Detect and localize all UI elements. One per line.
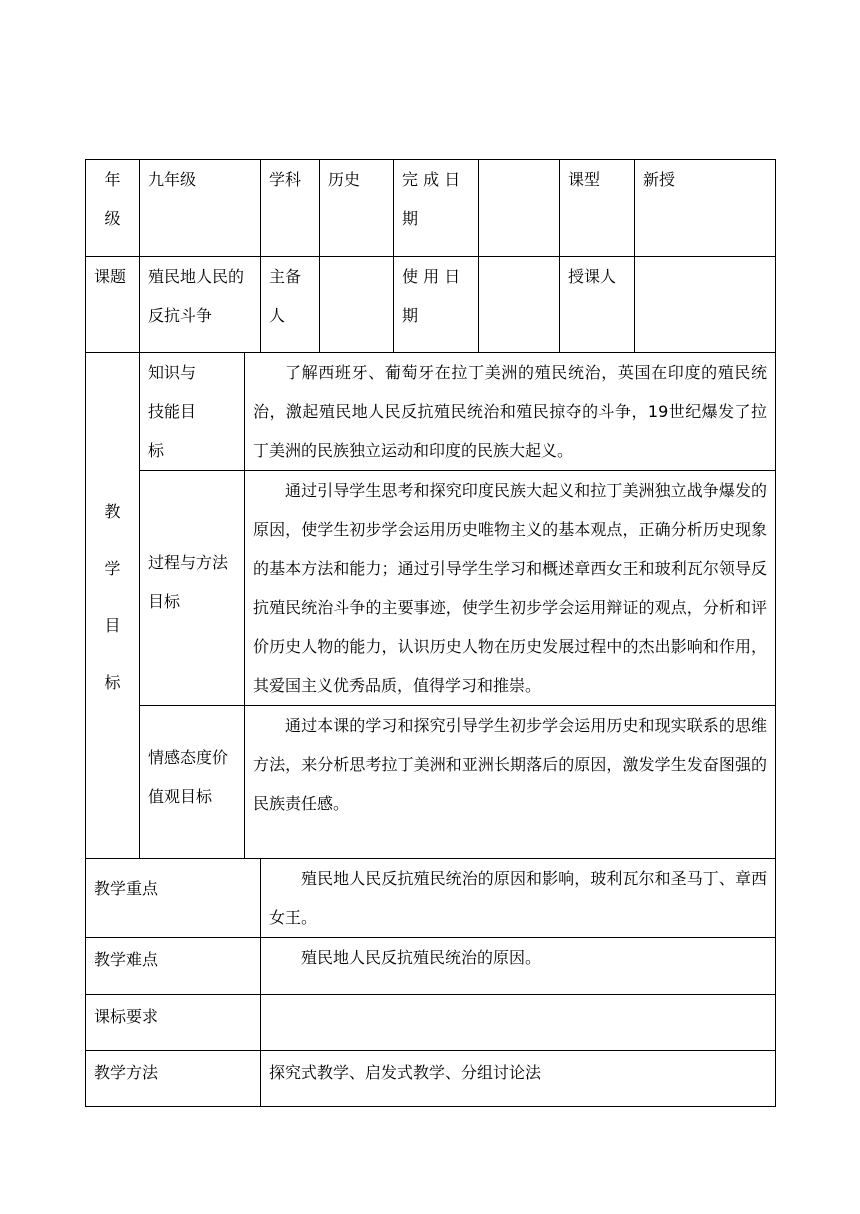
- difficulties-label: 教学难点: [86, 938, 261, 995]
- lesson-type-label: 课型: [560, 160, 635, 257]
- key-points-row: [86, 859, 776, 938]
- finish-date-value: [479, 160, 560, 257]
- topic-row: [86, 257, 776, 353]
- key-points-label: 教学重点: [86, 859, 261, 938]
- difficulties-text: 殖民地人民反抗殖民统治的原因。: [261, 938, 776, 995]
- objective-row-knowledge: [86, 353, 776, 471]
- subject-label: 学科: [261, 160, 320, 257]
- preparer-value: [320, 257, 394, 353]
- topic-value: 殖民地人民的反抗斗争: [140, 257, 261, 353]
- header-row: [86, 160, 776, 257]
- objective-row-process: [86, 471, 776, 706]
- topic-label: 课题: [86, 257, 140, 353]
- lesson-plan-table: [85, 159, 776, 1107]
- use-date-value: [479, 257, 560, 353]
- objectives-section-text: 教 学 目 标: [104, 502, 121, 692]
- grade-label: 年级: [86, 160, 140, 257]
- subject-value: 历史: [320, 160, 394, 257]
- standards-label: 课标要求: [86, 995, 261, 1051]
- standards-row: [86, 995, 776, 1051]
- objective-text-attitude: 通过本课的学习和探究引导学生初步学会运用历史和现实联系的思维方法，来分析思考拉丁美洲和亚洲长期落后的原因，激发学生发奋图强的民族责任感。: [245, 706, 776, 859]
- objective-text-process: 通过引导学生思考和探究印度民族大起义和拉丁美洲独立战争爆发的原因，使学生初步学会运用历史唯物主义的基本观点，正确分析历史现象的基本方法和能力；通过引导学生学习和概述章西女王和玻利瓦尔领导反抗殖民统治斗争的主要事迹，使学生初步学会运用辩证的观点，分析和评价历史人物的能力，认识历史人物在历史发展过程中的杰出影响和作用，其爱国主义优秀品质，值得学习和推崇。: [245, 471, 776, 706]
- grade-value: 九年级: [140, 160, 261, 257]
- teacher-label: 授课人: [560, 257, 635, 353]
- key-points-text: 殖民地人民反抗殖民统治的原因和影响，玻利瓦尔和圣马丁、章西女王。: [261, 859, 776, 938]
- methods-row: [86, 1051, 776, 1107]
- objective-label-knowledge: 知识与技能目标: [140, 353, 245, 471]
- methods-text: 探究式教学、启发式教学、分组讨论法: [261, 1051, 776, 1107]
- objective-label-attitude: 情感态度价值观目标: [140, 706, 245, 859]
- standards-text: [261, 995, 776, 1051]
- objective-text-knowledge: 了解西班牙、葡萄牙在拉丁美洲的殖民统治，英国在印度的殖民统治，激起殖民地人民反抗殖民统治和殖民掠夺的斗争，19世纪爆发了拉丁美洲的民族独立运动和印度的民族大起义。: [245, 353, 776, 471]
- preparer-label: 主备人: [261, 257, 320, 353]
- methods-label: 教学方法: [86, 1051, 261, 1107]
- objective-label-process: 过程与方法目标: [140, 471, 245, 706]
- teacher-value: [635, 257, 776, 353]
- lesson-type-value: 新授: [635, 160, 776, 257]
- finish-date-label: 完 成 日 期: [394, 160, 479, 257]
- objectives-section-label: [86, 353, 140, 859]
- use-date-label: 使 用 日 期: [394, 257, 479, 353]
- objective-row-attitude: [86, 706, 776, 859]
- difficulties-row: [86, 938, 776, 995]
